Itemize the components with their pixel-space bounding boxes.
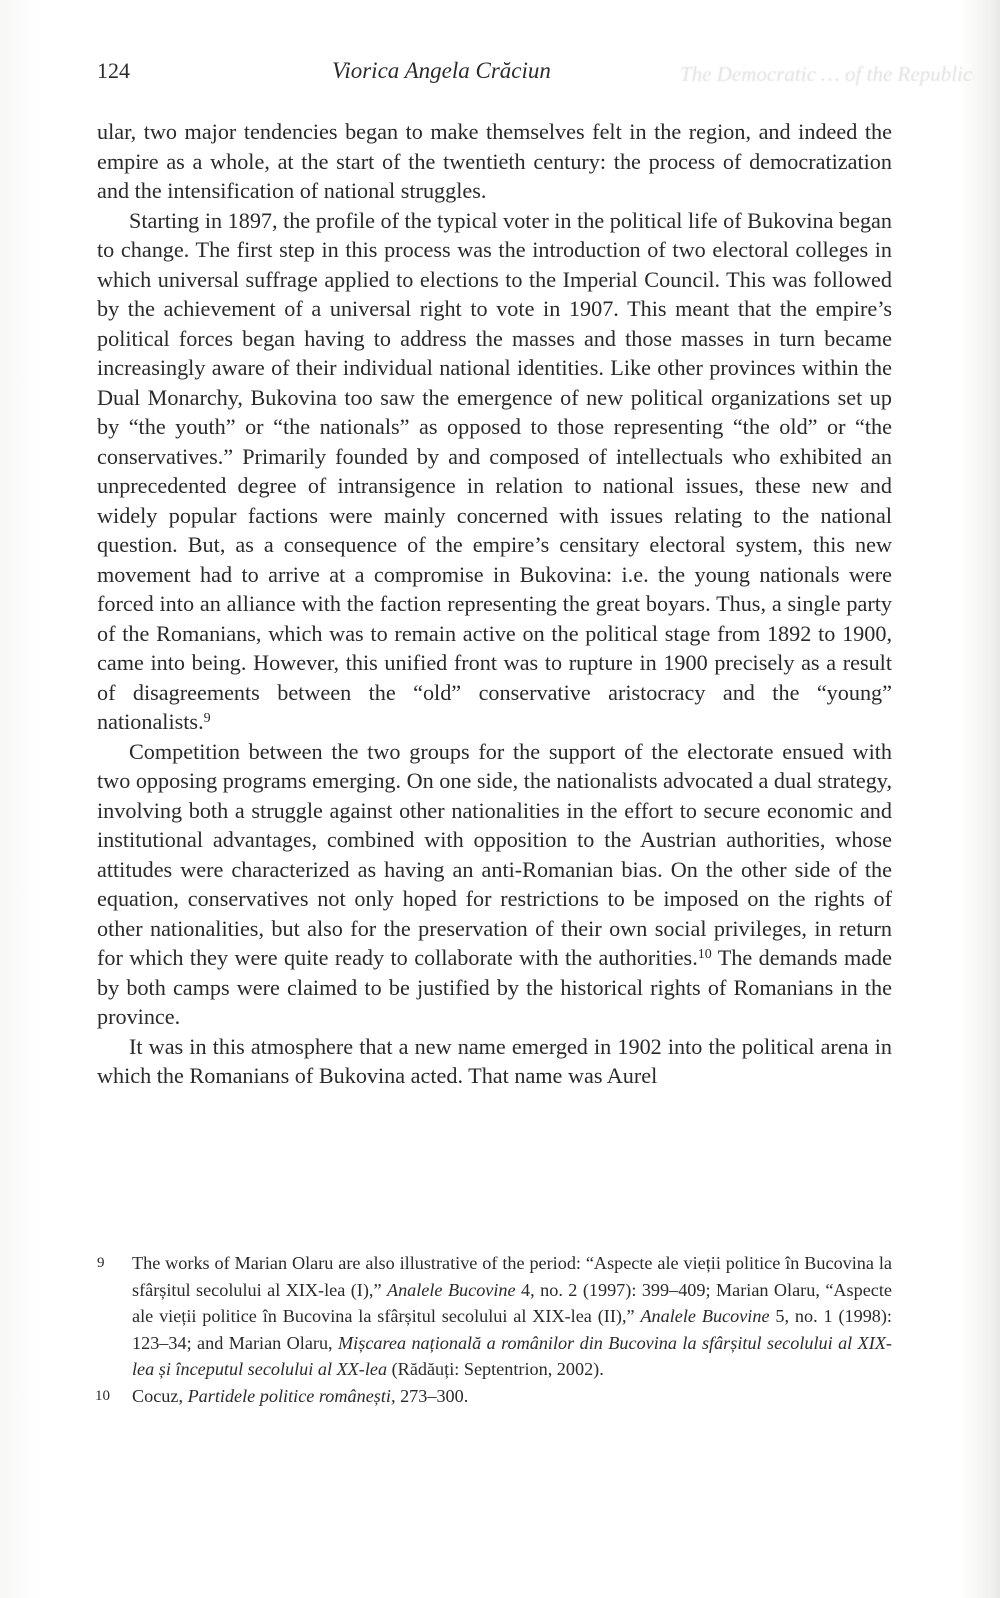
footnote-text: (Rădăuți: Septentrion, 2002).: [387, 1359, 604, 1379]
footnote-title: Analele Bucovine: [640, 1306, 770, 1326]
running-head-author: Viorica Angela Crăciun: [332, 58, 551, 83]
paragraph-text: Competition between the two groups for the support of the electorate ensued with two opposing programs emerging. On one side, the nationalists advocated a dual strategy, involving both a struggle against other nationalities in the effort to secure economic and institutional advantages, combined with opposition to the Austrian authorities, whose attitudes were characterized as having an anti-Romanian bias. On the other side of the equation, conservatives not only hoped for restrictions to be imposed on the rights of other nationalities, but also for the preservation of their own social privileges, in return for which they were quite ready to collaborate with the authorities.: [97, 738, 892, 970]
footnote-10: [97, 1383, 892, 1410]
footnote-reference: 9: [203, 711, 211, 726]
bleed-through-header: The Democratic … of the Republic: [680, 62, 973, 86]
footnote-text: Cocuz,: [132, 1385, 188, 1406]
footnote-text: The works of Marian Olaru are also illustrative of the period: “Aspecte ale vieții politice în Bucovina la sfârșitul secolului al XIX-lea (I),”: [132, 1253, 892, 1300]
footnote-9: [97, 1250, 892, 1383]
footnote-text: 273–300.: [395, 1385, 469, 1406]
paragraph: ular, two major tendencies began to make themselves felt in the region, and indeed the empire as a whole, at the start of the twentieth century: the process of democratization and the intensification of national struggles.: [97, 119, 892, 203]
footnote-title: Partidele politice românești,: [187, 1385, 396, 1406]
footnotes: [97, 1250, 892, 1409]
footnote-reference: 10: [697, 947, 712, 962]
footnote-title: Mișcarea națională a românilor din Bucovina la sfârșitul secolului al XIX-lea și începutul secolului al XX-lea: [132, 1332, 892, 1379]
footnote-text: 4, no. 2 (1997): 399–409; Marian Olaru, “Aspecte ale vieții politice în Bucovina la sfârșitul secolului al XIX-lea (II),”: [132, 1279, 892, 1326]
paragraph: [97, 737, 892, 1032]
main-text: [97, 117, 892, 1091]
footnote-number: 9: [97, 1255, 105, 1271]
footnote-text: 5, no. 1 (1998): 123–34; and Marian Olaru,: [132, 1306, 892, 1353]
page-number: 124: [97, 58, 130, 83]
footnote-title: Analele Bucovine: [386, 1279, 516, 1300]
running-head: [97, 58, 897, 88]
paragraph-text: Starting in 1897, the profile of the typical voter in the political life of Bukovina began to change. The first step in this process was the introduction of two electoral colleges in which universal suffrage applied to elections to the Imperial Council. This was followed by the achievement of a universal right to vote in 1907. This meant that the empire’s political forces began having to address the masses and those masses in turn became increasingly aware of their individual national identities. Like other provinces within the Dual Monarchy, Bukovina too saw the emergence of new political organizations set up by “the youth” or “the nationals” as opposed to those representing “the old” or “the conservatives.” Primarily founded by and composed of intellectuals who exhibited an unprecedented degree of intransigence in relation to national issues, these new and widely popular factions were mainly concerned with issues relating to the national question. But, as a consequence of the empire’s censitary electoral system, this new movement had to arrive at a compromise in Bukovina: i.e. the young nationals were forced into an alliance with the faction representing the great boyars. Thus, a single party of the Romanians, which was to remain active on the political stage from 1892 to 1900, came into being. However, this unified front was to rupture in 1900 precisely as a result of disagreements between the “old” conservative aristocracy and the “young” nationalists.: [97, 207, 892, 734]
paragraph: It was in this atmosphere that a new name emerged in 1902 into the political arena in which the Romanians of Bukovina acted. That name was Aurel: [97, 1033, 892, 1088]
paragraph: [97, 206, 892, 737]
paragraph-text: The demands made by both camps were claimed to be justified by the historical rights of Romanians in the province.: [97, 945, 893, 1029]
footnote-number: 10: [95, 1387, 110, 1404]
